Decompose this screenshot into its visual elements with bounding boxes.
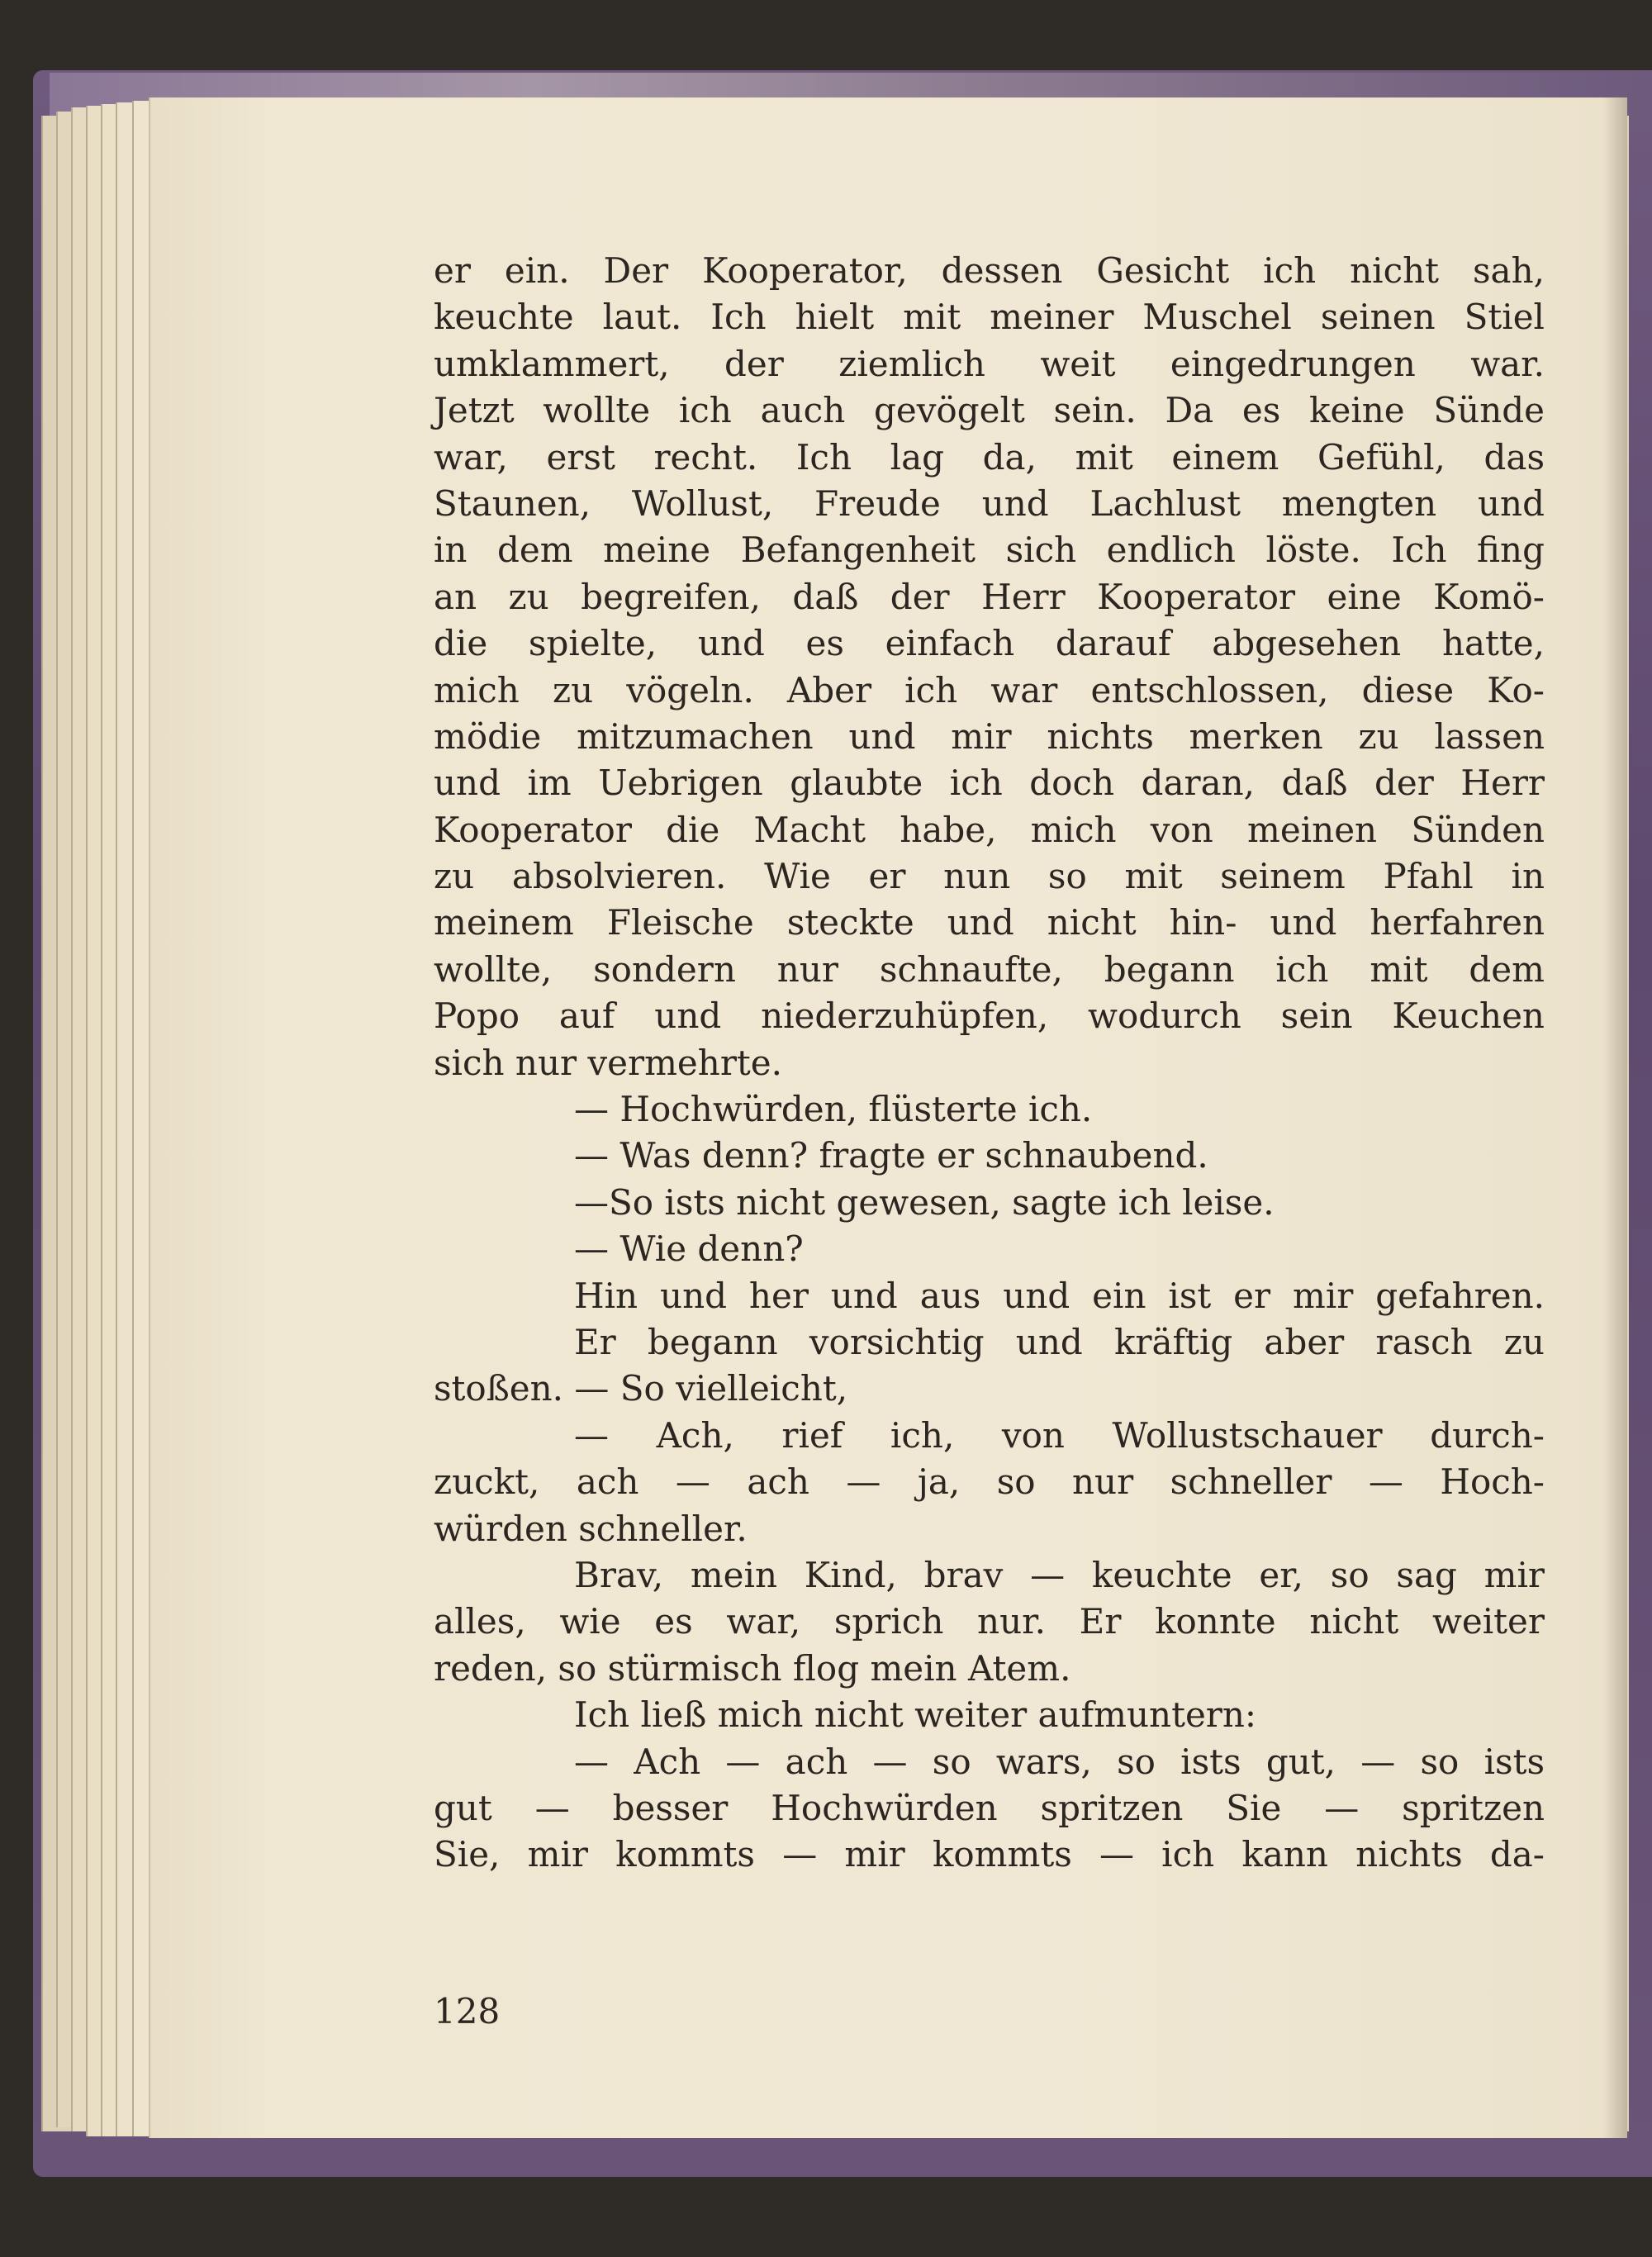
text-line: die spielte, und es einfach darauf abgesehen hatte,	[434, 623, 1545, 664]
text-line: zu absolvieren. Wie er nun so mit seinem Pfahl in	[434, 856, 1545, 897]
text-line: und im Uebrigen glaubte ich doch daran, daß der Herr	[434, 763, 1545, 804]
text-line: Staunen, Wollust, Freude und Lachlust mengten und	[434, 482, 1545, 524]
text-line: mödie mitzumachen und mir nichts merken zu lassen	[434, 715, 1545, 757]
text-line: gut — besser Hochwürden spritzen Sie — spritzen	[434, 1787, 1545, 1828]
text-line: — Ach, rief ich, von Wollustschauer durch-	[574, 1414, 1545, 1456]
page-number: 128	[434, 1991, 501, 2031]
text-line: — Was denn? fragte er schnaubend.	[574, 1135, 1208, 1176]
text-line: Jetzt wollte ich auch gevögelt sein. Da es keine Sünde	[434, 390, 1545, 431]
text-line: Er begann vorsichtig und kräftig aber rasch zu	[574, 1321, 1545, 1362]
text-line: — Ach — ach — so wars, so ists gut, — so ists	[574, 1741, 1545, 1782]
text-line: — Wie denn?	[574, 1228, 804, 1270]
text-line: Brav, mein Kind, brav — keuchte er, so sag mir	[574, 1554, 1545, 1595]
text-line: in dem meine Befangenheit sich endlich löste. Ich fing	[434, 530, 1545, 571]
text-line: umklammert, der ziemlich weit eingedrungen war.	[434, 343, 1545, 384]
page-body-text	[434, 248, 1545, 1879]
text-line: Sie, mir kommts — mir kommts — ich kann nichts da-	[434, 1834, 1545, 1875]
text-line: Popo auf und niederzuhüpfen, wodurch sein Keuchen	[434, 995, 1545, 1037]
text-line: keuchte laut. Ich hielt mit meiner Muschel seinen Stiel	[434, 297, 1545, 338]
text-line: sich nur vermehrte.	[434, 1042, 782, 1083]
text-line: Ich ließ mich nicht weiter aufmuntern:	[574, 1694, 1257, 1736]
text-line: Kooperator die Macht habe, mich von meinen Sünden	[434, 809, 1545, 850]
text-line: zuckt, ach — ach — ja, so nur schneller — Hoch-	[434, 1461, 1545, 1503]
text-line: stoßen. — So vielleicht,	[434, 1368, 848, 1409]
text-line: Hin und her und aus und ein ist er mir gefahren.	[574, 1275, 1545, 1316]
page-gutter-shadow	[1602, 97, 1627, 2138]
text-line: — Hochwürden, flüsterte ich.	[574, 1089, 1093, 1130]
text-line: würden schneller.	[434, 1508, 748, 1549]
text-line: alles, wie es war, sprich nur. Er konnte nicht weiter	[434, 1601, 1545, 1642]
text-line: war, erst recht. Ich lag da, mit einem Gefühl, das	[434, 436, 1545, 478]
text-line: an zu begreifen, daß der Herr Kooperator eine Komö-	[434, 576, 1545, 617]
text-line: meinem Fleische steckte und nicht hin- und herfahren	[434, 902, 1545, 943]
text-line: er ein. Der Kooperator, dessen Gesicht ich nicht sah,	[434, 250, 1545, 291]
text-line: reden, so stürmisch flog mein Atem.	[434, 1647, 1071, 1689]
text-line: wollte, sondern nur schnaufte, begann ich mit dem	[434, 948, 1545, 990]
text-line: —So ists nicht gewesen, sagte ich leise.	[574, 1181, 1275, 1223]
text-line: mich zu vögeln. Aber ich war entschlossen, diese Ko-	[434, 669, 1545, 710]
